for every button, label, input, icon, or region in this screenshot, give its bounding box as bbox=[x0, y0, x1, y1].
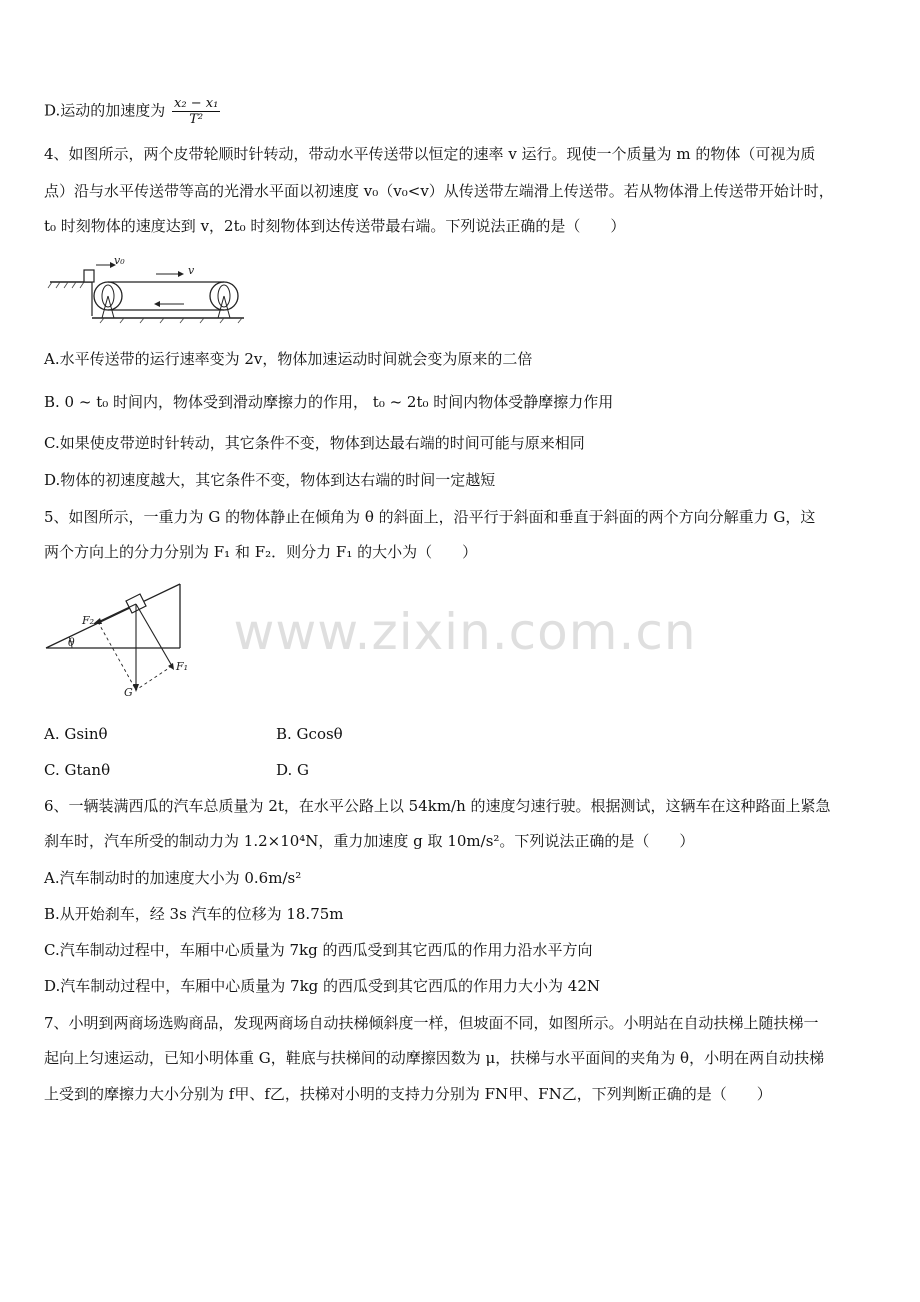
watermark-text: www.zixin.com.cn bbox=[233, 603, 697, 661]
q6-option-b: B.从开始刹车，经 3s 汽车的位移为 18.75m bbox=[44, 905, 344, 923]
fraction-denominator: T² bbox=[189, 112, 204, 127]
f2-label: F₂ bbox=[82, 614, 95, 627]
q5-option-a: A. Gsinθ bbox=[44, 725, 108, 743]
f1-label: F₁ bbox=[176, 660, 189, 673]
q7-stem-line1: 7、小明到两商场选购商品，发现两商场自动扶梯倾斜度一样，但坡面不同，如图所示。小明站在自动扶梯上随扶梯一 bbox=[44, 1014, 819, 1032]
q6-stem-line2: 刹车时，汽车所受的制动力为 1.2×10⁴N，重力加速度 g 取 10m/s²。下列说法正确的是（ ） bbox=[44, 832, 695, 850]
q6-option-c: C.汽车制动过程中，车厢中心质量为 7kg 的西瓜受到其它西瓜的作用力沿水平方向 bbox=[44, 941, 593, 959]
q6-stem-line1: 6、一辆装满西瓜的汽车总质量为 2t，在水平公路上以 54km/h 的速度匀速行驶。根据测试，这辆车在这种路面上紧急 bbox=[44, 797, 831, 815]
q7-stem-line3: 上受到的摩擦力大小分别为 f甲、f乙，扶梯对小明的支持力分别为 FN甲、FN乙，下列判断正确的是（ ） bbox=[44, 1085, 772, 1103]
conveyor-belt-figure bbox=[44, 252, 254, 324]
q3-option-d bbox=[44, 96, 880, 127]
q5-option-b: B. Gcosθ bbox=[276, 725, 343, 743]
q4-stem-line1: 4、如图所示，两个皮带轮顺时针转动，带动水平传送带以恒定的速率 v 运行。现使一个质量为 m 的物体（可视为质 bbox=[44, 145, 816, 163]
q6-option-d: D.汽车制动过程中，车厢中心质量为 7kg 的西瓜受到其它西瓜的作用力大小为 42N bbox=[44, 977, 601, 995]
q4-stem-line3: t₀ 时刻物体的速度达到 v，2t₀ 时刻物体到达传送带最右端。下列说法正确的是（ ） bbox=[44, 217, 626, 235]
q4-option-b: B. 0 ~ t₀ 时间内，物体受到滑动摩擦力的作用， t₀ ~ 2t₀ 时间内物体受静摩擦力作用 bbox=[44, 393, 614, 411]
v0-label: v₀ bbox=[114, 254, 125, 267]
q5-option-d: D. G bbox=[276, 761, 310, 779]
q7-stem-line2: 起向上匀速运动，已知小明体重 G，鞋底与扶梯间的动摩擦因数为 μ，扶梯与水平面间的夹角为 θ，小明在两自动扶梯 bbox=[44, 1049, 825, 1067]
q5-stem-line2: 两个方向上的分力分别为 F₁ 和 F₂．则分力 F₁ 的大小为（ ） bbox=[44, 543, 478, 561]
q6-option-a: A.汽车制动时的加速度大小为 0.6m/s² bbox=[44, 869, 302, 887]
v-label: v bbox=[188, 264, 195, 277]
q4-option-d: D.物体的初速度越大，其它条件不变，物体到达右端的时间一定越短 bbox=[44, 471, 496, 489]
q4-option-a: A.水平传送带的运行速率变为 2v，物体加速运动时间就会变为原来的二倍 bbox=[44, 350, 533, 368]
g-label: G bbox=[124, 686, 133, 699]
q4-option-c: C.如果使皮带逆时针转动，其它条件不变，物体到达最右端的时间可能与原来相同 bbox=[44, 434, 585, 452]
theta-label: θ bbox=[68, 636, 75, 649]
fraction-numerator: x₂ − x₁ bbox=[174, 96, 219, 111]
q5-stem-line1: 5、如图所示，一重力为 G 的物体静止在倾角为 θ 的斜面上，沿平行于斜面和垂直于斜面的两个方向分解重力 G，这 bbox=[44, 508, 816, 526]
q4-stem-line2: 点）沿与水平传送带等高的光滑水平面以初速度 v₀（v₀<v）从传送带左端滑上传送带。若从物体滑上传送带开始计时， bbox=[44, 182, 834, 200]
q5-option-row1 bbox=[44, 723, 880, 745]
q5-option-row2 bbox=[44, 759, 880, 781]
acceleration-fraction bbox=[172, 96, 220, 127]
incline-force-figure bbox=[44, 582, 194, 704]
q3-option-d-text: D.运动的加速度为 bbox=[44, 101, 166, 120]
q5-option-c: C. Gtanθ bbox=[44, 761, 111, 779]
